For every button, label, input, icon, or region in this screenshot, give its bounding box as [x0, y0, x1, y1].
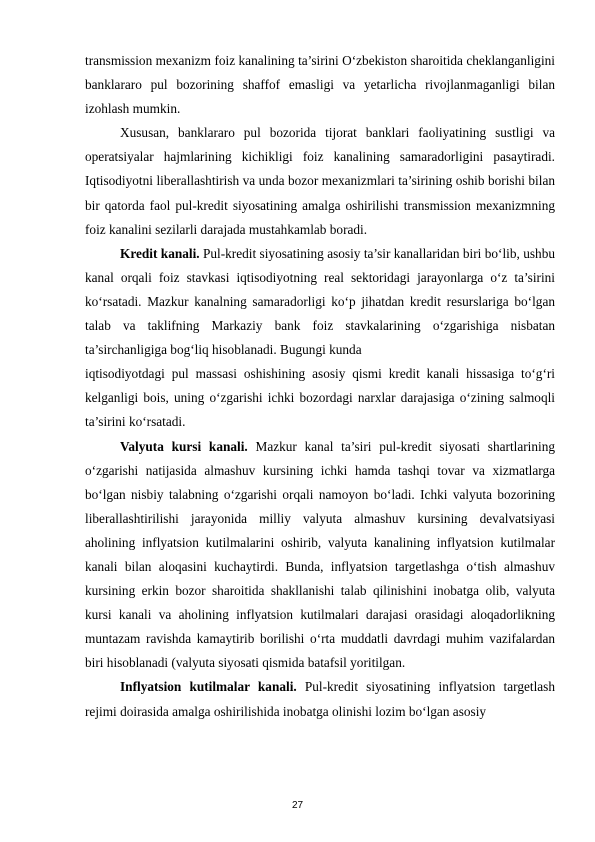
paragraph-exchange-rate-channel [85, 435, 555, 676]
paragraph-inflation-expectations-channel [85, 675, 555, 723]
exchange-rate-channel-heading: Valyuta kursi kanali. [120, 438, 248, 454]
document-page [85, 49, 555, 724]
credit-channel-text: Pul-kredit siyosatining asosiy ta’sir kanallaridan biri bo‘lib, ushbu kanal orqali foiz stavkasi iqtisodiyotning real sektoridagi jarayonlarga o‘z ta’sirini ko‘rsatadi. Mazkur kanalning samaradorligi ko‘p jihatdan kredit resurslariga bo‘lgan talab va taklifning Markaziy bank foiz stavkalarining o‘zgarishiga nisbatan ta’sirchanligiga bog‘liq hisoblanadi. Bugungi kunda [85, 245, 555, 358]
credit-continued-text: iqtisodiyotdagi pul massasi oshishining asosiy qismi kredit kanali hissasiga to‘g‘ri kelganligi bois, uning o‘zgarishi ichki bozordagi narxlar darajasiga o‘zining salmoqli ta’sirini ko‘rsatadi. [85, 366, 555, 430]
paragraph-1 [85, 49, 555, 121]
paragraph-2 [85, 121, 555, 241]
credit-channel-heading: Kredit kanali. [120, 245, 200, 261]
inflation-expectations-heading: Inflyatsion kutilmalar kanali. [120, 679, 297, 695]
inflation-expectations-text: Pul-kredit siyosatining inflyatsion targetlash rejimi doirasida amalga oshirilishida inobatga olinishi lozim bo‘lgan asosiy [85, 679, 555, 719]
paragraph-credit-continued [85, 362, 555, 434]
exchange-rate-channel-text: Mazkur kanal ta’siri pul-kredit siyosati shartlarining o‘zgarishi natijasida almashuv kursining ichki hamda tashqi tovar va xizmatlarga bo‘lgan nisbiy talabning o‘zgarishi orqali namoyon bo‘ladi. Ichki valyuta bozorining liberallashtirilishi jarayonida milliy valyuta almashuv kursining devalvatsiyasi aholining inflyatsion kutilmalarini oshirib, valyuta kanalining inflyatsion kutilmalar kanali bilan aloqasini kuchaytirdi. Bunda, inflyatsion targetlashga o‘tish almashuv kursining erkin bozor sharoitida shakllanishi talab qilinishini inobatga olib, valyuta kursi kanali va aholining inflyatsion kutilmalari darajasi orasidagi aloqadorlikning muntazam ravishda kamaytirib borilishi o‘rta muddatli davrdagi muhim vazifalardan biri hisoblanadi (valyuta siyosati qismida batafsil yoritilgan. [85, 438, 555, 671]
paragraph-1-text: transmission mexanizm foiz kanalining ta’sirini O‘zbekiston sharoitida cheklanganligini banklararo pul bozorining shaffof emasligi va yetarlicha rivojlanmaganligi bilan izohlash mumkin. [85, 53, 555, 117]
paragraph-credit-channel [85, 242, 555, 362]
paragraph-2-text: Xususan, banklararo pul bozorida tijorat banklari faoliyatining sustligi va operatsiyalar hajmlarining kichikligi foiz kanalining samaradorligini pasaytiradi. Iqtisodiyotni liberallashtirish va unda bozor mexanizmlari ta’sirining oshib borishi bilan bir qatorda faol pul-kredit siyosatining amalga oshirilishi transmission mexanizmning foiz kanalini sezilarli darajada mustahkamlab boradi. [85, 125, 555, 237]
page-number: 27 [291, 800, 304, 811]
